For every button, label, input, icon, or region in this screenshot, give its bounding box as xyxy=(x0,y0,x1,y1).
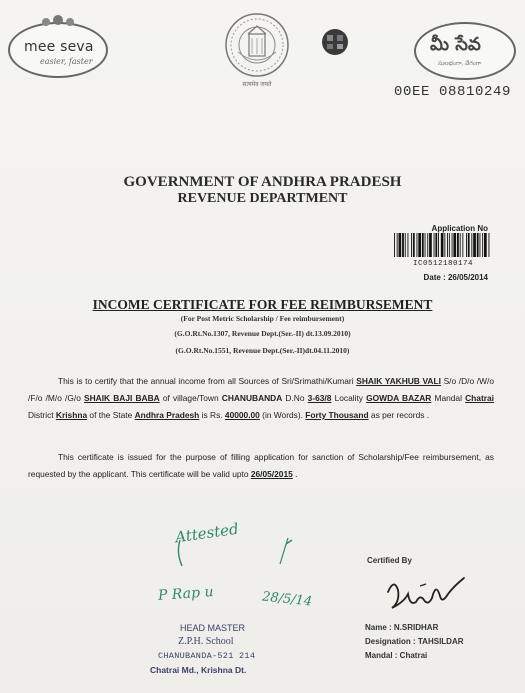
p2-text: This certificate is issued for the purpose of filling application for sanction of Scholarship/Fee reimbursement, as requested by the applicant. This certificate will be valid upto xyxy=(28,452,494,479)
p2-end: . xyxy=(292,469,298,479)
stamp-line-2: Z.P.H. School xyxy=(178,636,234,647)
signatory-designation xyxy=(365,637,464,646)
state-emblem-icon xyxy=(224,12,290,78)
logo-dots-icon xyxy=(38,14,78,30)
mee-seva-logo-left xyxy=(8,22,108,78)
signatory-mandal xyxy=(365,651,427,660)
designation-value: TAHSILDAR xyxy=(417,637,464,646)
application-date xyxy=(380,273,488,282)
attested-text: Attested xyxy=(174,519,240,547)
parent-name: SHAIK BAJI BABA xyxy=(84,393,160,403)
district: Krishna xyxy=(55,410,88,420)
p1-state-label: of the State xyxy=(87,410,135,420)
stamp-line-1: HEAD MASTER xyxy=(180,623,246,633)
valid-upto-date: 26/05/2015 xyxy=(250,469,293,479)
go-reference-2: (G.O.Rt.No.1551, Revenue Dept.(Ser.-II)dt.04.11.2010) xyxy=(175,346,350,355)
serial-number: 00EE 08810249 xyxy=(394,84,512,100)
barcode-icon xyxy=(393,233,491,257)
applicant-name: SHAIK YAKHUB VALI xyxy=(356,376,441,386)
state: Andhra Pradesh xyxy=(134,410,200,420)
date-label: Date : xyxy=(423,273,446,282)
p1-dno-label: D.No xyxy=(282,393,308,403)
p1-end: as per records . xyxy=(368,410,430,420)
attested-bracket-icon xyxy=(176,538,294,570)
signature-icon xyxy=(380,572,470,618)
initials-handwriting: P Rap u xyxy=(157,584,215,604)
stamp-line-3: CHANUBANDA-521 214 xyxy=(158,651,256,661)
header-department: REVENUE DEPARTMENT xyxy=(177,191,348,206)
certificate-subtitle: (For Post Metric Scholarship / Fee reimbursement) xyxy=(180,314,345,323)
name-label: Name : xyxy=(365,623,394,632)
logo-right-script: మీ సేవ xyxy=(430,34,481,55)
certified-by-label: Certified By xyxy=(367,556,412,565)
village: CHANUBANDA xyxy=(221,393,283,403)
p1-locality-label: Locality xyxy=(331,393,367,403)
header-government: GOVERNMENT OF ANDHRA PRADESH xyxy=(123,174,402,190)
stamp-line-4: Chatrai Md., Krishna Dt. xyxy=(150,665,247,675)
go-reference-1: (G.O.Rt.No.1307, Revenue Dept.(Ser.-II) dt.13.09.2010) xyxy=(174,329,351,338)
purpose-paragraph xyxy=(28,449,494,483)
mandal-label: Mandal : xyxy=(365,651,400,660)
p1-district-label: District xyxy=(28,410,56,420)
signatory-name xyxy=(365,623,438,632)
logo-left-tagline: easier, faster xyxy=(40,57,93,66)
income-amount-words: Forty Thousand xyxy=(305,410,369,420)
emblem-caption: सत्यमेव जयते xyxy=(242,82,272,88)
p1-intro: This is to certify that the annual income from all Sources of Sri/Srimathi/Kumari xyxy=(58,376,357,386)
certificate-title: INCOME CERTIFICATE FOR FEE REIMBURSEMENT xyxy=(92,297,433,312)
locality: GOWDA BAZAR xyxy=(366,393,432,403)
application-no-label: Application No xyxy=(431,224,488,233)
date-value: 26/05/2014 xyxy=(447,273,488,282)
p1-village-label: of village/Town xyxy=(159,393,222,403)
name-value: N.SRIDHAR xyxy=(393,623,439,632)
hologram-icon xyxy=(318,28,352,56)
p1-words-label: (in Words). xyxy=(259,410,306,420)
income-amount: 40000.00 xyxy=(224,410,260,420)
mee-seva-logo-right xyxy=(414,22,516,80)
p1-mandal-label: Mandal xyxy=(431,393,466,403)
logo-left-word: mee seva xyxy=(24,39,94,55)
designation-label: Designation : xyxy=(365,637,418,646)
certification-paragraph xyxy=(28,373,494,424)
logo-right-tagline: సులభంగా, వేగంగా xyxy=(438,61,482,67)
mandal: Chatrai xyxy=(465,393,494,403)
application-number: IC0512180174 xyxy=(412,260,473,268)
door-no: 3-63/8 xyxy=(307,393,332,403)
mandal-value: Chatrai xyxy=(399,651,428,660)
p1-rs-label: is Rs. xyxy=(199,410,225,420)
initials-date-handwriting: 28/5/14 xyxy=(261,589,313,610)
p1-relation: S/o /D/o /W/o /F/o /M/o /G/o xyxy=(28,376,494,403)
